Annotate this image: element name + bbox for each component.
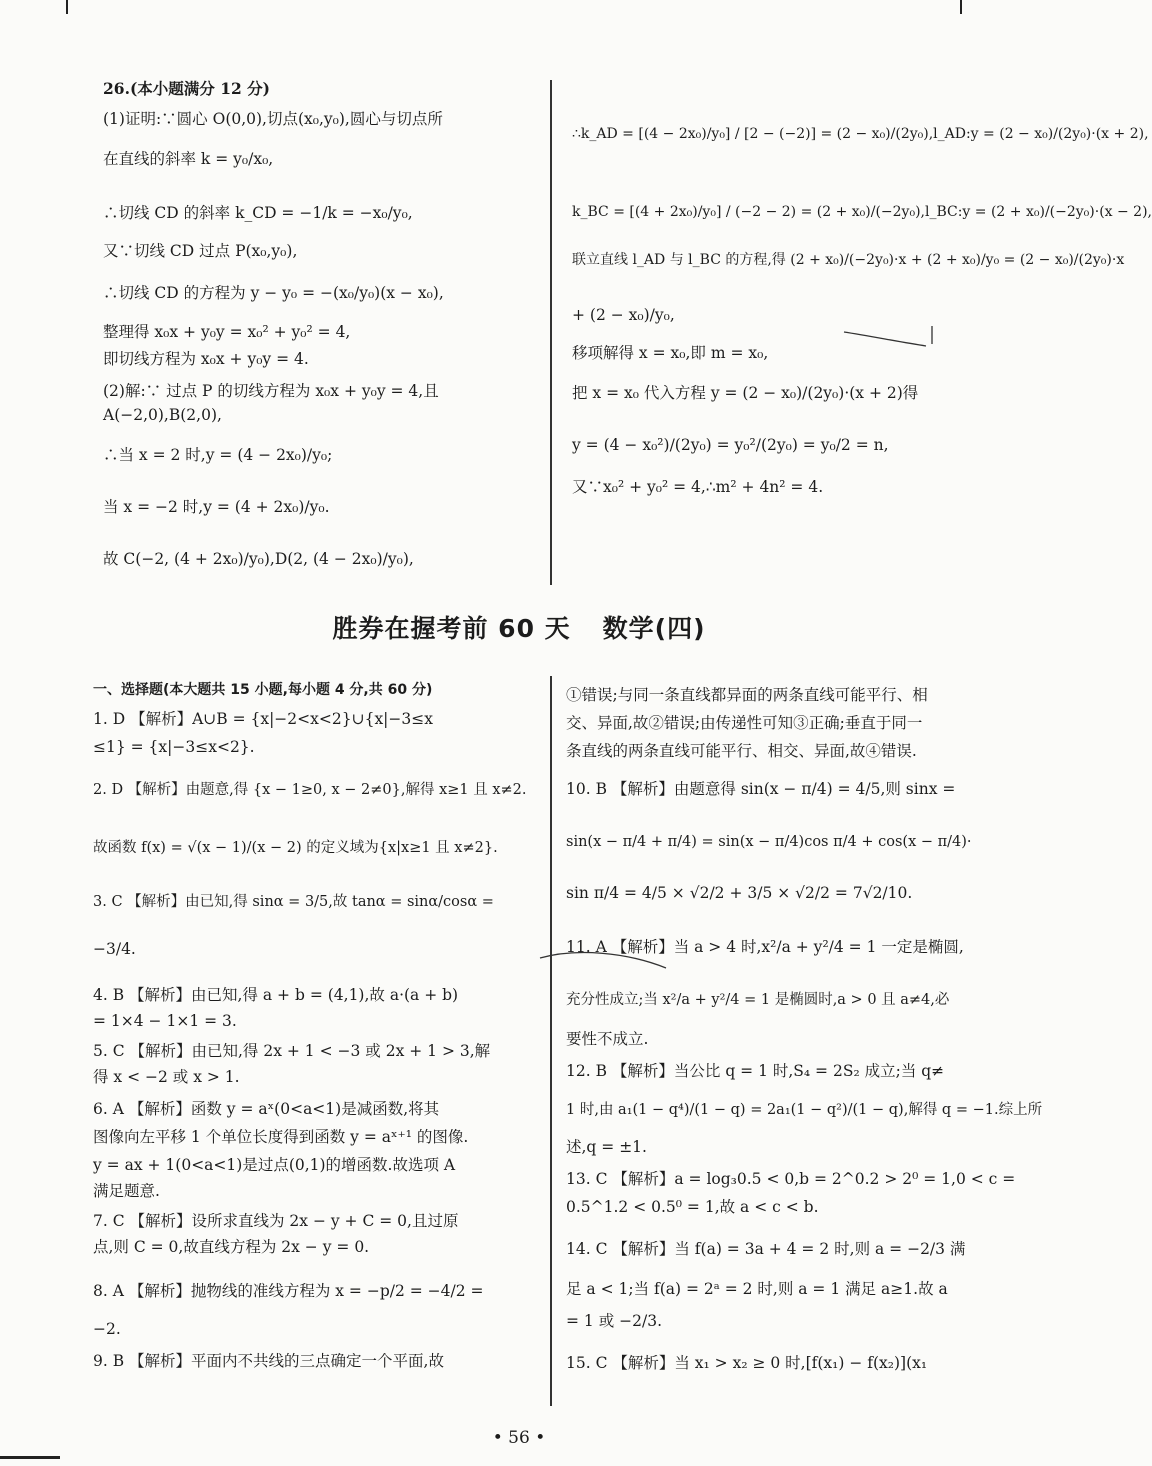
text-line: = 1×4 − 1×1 = 3. — [93, 1012, 237, 1030]
text-line: 条直线的两条直线可能平行、相交、异面,故④错误. — [566, 742, 917, 760]
text-line: A(−2,0),B(2,0), — [103, 406, 222, 424]
section-title — [0, 614, 1038, 644]
pen-curve-mark — [536, 944, 686, 984]
text-line: + (2 − x₀)/y₀, — [572, 306, 675, 324]
text-line: 即切线方程为 x₀x + y₀y = 4. — [103, 350, 309, 368]
text-line: 3. C 【解析】由已知,得 sinα = 3/5,故 tanα = sinα/cosα = — [93, 894, 494, 910]
pen-stroke-mark — [840, 318, 940, 358]
text-line: 在直线的斜率 k = y₀/x₀, — [103, 150, 274, 168]
text-line: 11. A 【解析】当 a > 4 时,x²/a + y²/4 = 1 一定是椭圆, — [566, 938, 964, 956]
text-line: 6. A 【解析】函数 y = aˣ(0<a<1)是减函数,将其 — [93, 1100, 440, 1118]
section-title-main: 胜券在握考前 60 天 — [332, 614, 571, 643]
lower-column-divider — [550, 676, 552, 1406]
bottom-corner-mark — [0, 1456, 60, 1459]
text-line: 点,则 C = 0,故直线方程为 2x − y = 0. — [93, 1238, 370, 1256]
text-line: 述,q = ±1. — [566, 1138, 647, 1156]
text-line: 图像向左平移 1 个单位长度得到函数 y = aˣ⁺¹ 的图像. — [93, 1128, 469, 1146]
text-line: 5. C 【解析】由已知,得 2x + 1 < −3 或 2x + 1 > 3,解 — [93, 1042, 491, 1060]
text-line: sin(x − π/4 + π/4) = sin(x − π/4)cos π/4 + cos(x − π/4)· — [566, 834, 972, 850]
text-line: 整理得 x₀x + y₀y = x₀² + y₀² = 4, — [103, 323, 351, 341]
page-number: • 56 • — [492, 1428, 546, 1448]
text-line: 得 x < −2 或 x > 1. — [93, 1068, 240, 1086]
corner-mark-right — [960, 0, 962, 14]
text-line: (2)解:∵ 过点 P 的切线方程为 x₀x + y₀y = 4,且 — [103, 382, 439, 400]
text-line: 0.5^1.2 < 0.5⁰ = 1,故 a < c < b. — [566, 1198, 819, 1216]
text-line: 1. D 【解析】A∪B = {x|−2<x<2}∪{x|−3≤x — [93, 710, 433, 728]
text-line: 15. C 【解析】当 x₁ > x₂ ≥ 0 时,[f(x₁) − f(x₂)](x₁ — [566, 1354, 928, 1372]
text-line: 当 x = −2 时,y = (4 + 2x₀)/y₀. — [103, 498, 330, 516]
text-line: y = ax + 1(0<a<1)是过点(0,1)的增函数.故选项 A — [93, 1156, 456, 1174]
text-line: −2. — [93, 1320, 121, 1338]
text-line: 12. B 【解析】当公比 q = 1 时,S₄ = 2S₂ 成立;当 q≠ — [566, 1062, 945, 1080]
text-line: 把 x = x₀ 代入方程 y = (2 − x₀)/(2y₀)·(x + 2)得 — [572, 384, 919, 402]
text-line: 10. B 【解析】由题意得 sin(x − π/4) = 4/5,则 sinx = — [566, 780, 956, 798]
text-line: 要性不成立. — [566, 1030, 649, 1048]
text-line: 移项解得 x = x₀,即 m = x₀, — [572, 344, 769, 362]
text-line: ∴切线 CD 的斜率 k_CD = −1/k = −x₀/y₀, — [103, 204, 413, 222]
text-line: ∴k_AD = [(4 − 2x₀)/y₀] / [2 − (−2)] = (2 − x₀)/(2y₀),l_AD:y = (2 − x₀)/(2y₀)·(x + 2), — [572, 126, 1149, 142]
text-line: ∴当 x = 2 时,y = (4 − 2x₀)/y₀; — [103, 446, 333, 464]
text-line: 故 C(−2, (4 + 2x₀)/y₀),D(2, (4 − 2x₀)/y₀), — [103, 550, 414, 568]
text-line: 联立直线 l_AD 与 l_BC 的方程,得 (2 + x₀)/(−2y₀)·x + (2 + x₀)/y₀ = (2 − x₀)/(2y₀)·x — [572, 252, 1125, 268]
text-line: 13. C 【解析】a = log₃0.5 < 0,b = 2^0.2 > 2⁰ = 1,0 < c = — [566, 1170, 1016, 1188]
text-line: −3/4. — [93, 940, 136, 958]
text-line: y = (4 − x₀²)/(2y₀) = y₀²/(2y₀) = y₀/2 = n, — [572, 436, 889, 454]
text-line: 8. A 【解析】抛物线的准线方程为 x = −p/2 = −4/2 = — [93, 1282, 484, 1300]
text-line: 交、异面,故②错误;由传递性可知③正确;垂直于同一 — [566, 714, 923, 732]
text-line: sin π/4 = 4/5 × √2/2 + 3/5 × √2/2 = 7√2/10. — [566, 884, 913, 902]
text-line: ∴切线 CD 的方程为 y − y₀ = −(x₀/y₀)(x − x₀), — [103, 284, 444, 302]
text-line: 2. D 【解析】由题意,得 {x − 1≥0, x − 2≠0},解得 x≥1 且 x≠2. — [93, 782, 527, 798]
text-line: 故函数 f(x) = √(x − 1)/(x − 2) 的定义域为{x|x≥1 且 x≠2}. — [93, 840, 498, 856]
text-line: k_BC = [(4 + 2x₀)/y₀] / (−2 − 2) = (2 + x₀)/(−2y₀),l_BC:y = (2 + x₀)/(−2y₀)·(x − 2), — [572, 204, 1152, 220]
text-line: 9. B 【解析】平面内不共线的三点确定一个平面,故 — [93, 1352, 444, 1370]
text-line: 1 时,由 a₁(1 − q⁴)/(1 − q) = 2a₁(1 − q²)/(1 − q),解得 q = −1.综上所 — [566, 1102, 1043, 1118]
upper-column-divider — [550, 80, 552, 585]
text-line: 7. C 【解析】设所求直线为 2x − y + C = 0,且过原 — [93, 1212, 459, 1230]
text-line: (1)证明:∵圆心 O(0,0),切点(x₀,y₀),圆心与切点所 — [103, 110, 443, 128]
text-line: 满足题意. — [93, 1182, 160, 1200]
problem-26-heading: 26.(本小题满分 12 分) — [103, 79, 270, 98]
section-heading: 一、选择题(本大题共 15 小题,每小题 4 分,共 60 分) — [93, 682, 433, 698]
text-line: 14. C 【解析】当 f(a) = 3a + 4 = 2 时,则 a = −2/3 满 — [566, 1240, 966, 1258]
corner-mark-left — [66, 0, 68, 14]
text-line: 足 a < 1;当 f(a) = 2ᵃ = 2 时,则 a = 1 满足 a≥1.故 a — [566, 1280, 948, 1298]
text-line: 4. B 【解析】由已知,得 a + b = (4,1),故 a·(a + b) — [93, 986, 459, 1004]
section-title-sub: 数学(四) — [602, 614, 706, 643]
text-line: ①错误;与同一条直线都异面的两条直线可能平行、相 — [566, 686, 928, 704]
text-line: ≤1} = {x|−3≤x<2}. — [93, 738, 255, 756]
text-line: 又∵x₀² + y₀² = 4,∴m² + 4n² = 4. — [572, 478, 824, 496]
text-line: 充分性成立;当 x²/a + y²/4 = 1 是椭圆时,a > 0 且 a≠4,必 — [566, 992, 950, 1008]
text-line: 又∵切线 CD 过点 P(x₀,y₀), — [103, 242, 298, 260]
text-line: = 1 或 −2/3. — [566, 1312, 662, 1330]
